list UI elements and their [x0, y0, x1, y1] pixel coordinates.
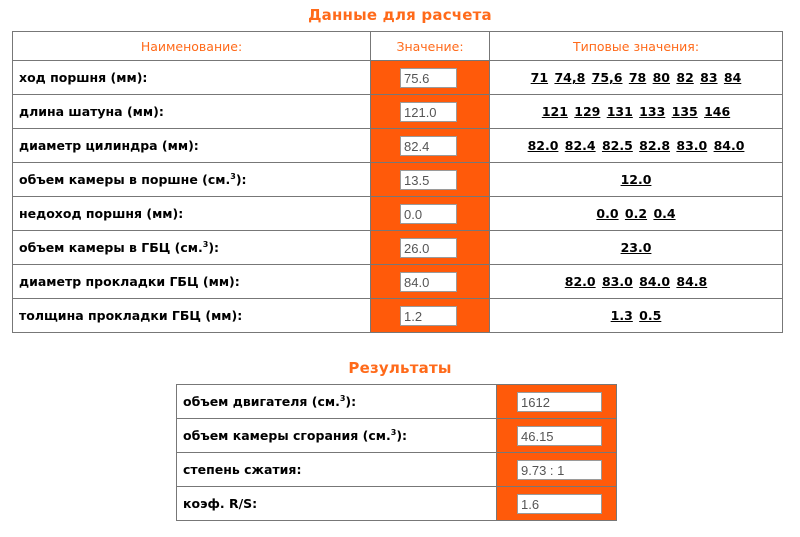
typical-values-cell [490, 231, 783, 265]
results-section-title: Результаты [348, 359, 452, 377]
typical-value-link[interactable]: 0.2 [624, 206, 648, 221]
result-value-cell [497, 487, 617, 521]
table-row [13, 129, 783, 163]
row-label-suffix: ): [235, 172, 247, 188]
typical-value-link[interactable]: 0.0 [596, 206, 619, 221]
typical-value-link[interactable]: 83.0 [676, 138, 708, 153]
typical-value-link[interactable]: 82.5 [601, 138, 633, 153]
header-name: Наименование: [13, 32, 371, 61]
typical-value-link[interactable]: 80 [652, 70, 671, 85]
result-row [177, 487, 617, 521]
row-label-cell [13, 95, 371, 129]
row-label: коэф. R/S: [183, 496, 258, 511]
row-label: объем двигателя (см. [183, 394, 340, 410]
typical-value-link[interactable]: 0.4 [653, 206, 676, 221]
row-label: длина шатуна (мм): [19, 104, 164, 119]
typical-value-link[interactable]: 129 [574, 104, 601, 119]
typical-value-link[interactable]: 75,6 [591, 70, 623, 85]
result-output: 1.6 [517, 494, 602, 514]
table-header-row [13, 32, 783, 61]
value-input[interactable]: 13.5 [400, 170, 457, 190]
typical-values-cell [490, 197, 783, 231]
result-row [177, 419, 617, 453]
typical-value-link[interactable]: 82 [676, 70, 694, 85]
result-value-cell [497, 385, 617, 419]
row-label: объем камеры сгорания (см. [183, 428, 391, 444]
row-label-cell [13, 197, 371, 231]
typical-value-link[interactable]: 82.0 [527, 138, 559, 153]
row-label: толщина прокладки ГБЦ (мм): [19, 308, 243, 323]
typical-values-cell [490, 61, 783, 95]
row-label-cell [13, 61, 371, 95]
row-label-cell [13, 129, 371, 163]
row-label: ход поршня (мм): [19, 70, 148, 85]
value-cell [371, 197, 490, 231]
row-label-cell [177, 453, 497, 487]
typical-values-cell [490, 265, 783, 299]
row-label-cell [177, 385, 497, 419]
label-superscript: 3 [390, 427, 397, 437]
result-output: 1612 [517, 392, 602, 412]
value-input[interactable]: 0.0 [400, 204, 457, 224]
header-value: Значение: [371, 32, 490, 61]
typical-values-cell [490, 163, 783, 197]
header-typical: Типовые значения: [490, 32, 783, 61]
value-cell [371, 299, 490, 333]
row-label-cell [13, 163, 371, 197]
row-label-cell [177, 419, 497, 453]
typical-value-link[interactable]: 83 [700, 70, 718, 85]
typical-value-link[interactable]: 82.8 [639, 138, 671, 153]
value-cell [371, 163, 490, 197]
result-output: 46.15 [517, 426, 602, 446]
typical-value-link[interactable]: 135 [671, 104, 698, 119]
typical-value-link[interactable]: 121 [541, 104, 568, 119]
row-label: объем камеры в поршне (см. [19, 172, 231, 188]
label-superscript: 3 [230, 171, 236, 181]
row-label-suffix: ): [396, 428, 408, 444]
typical-value-link[interactable]: 74,8 [554, 70, 586, 85]
row-label: степень сжатия: [183, 462, 302, 477]
typical-value-link[interactable]: 84.0 [713, 138, 745, 153]
typical-value-link[interactable]: 12.0 [620, 172, 652, 187]
result-value-cell [497, 419, 617, 453]
table-row [13, 299, 783, 333]
results-table [176, 384, 617, 521]
typical-value-link[interactable]: 84.0 [639, 274, 671, 289]
table-row [13, 231, 783, 265]
value-cell [371, 61, 490, 95]
value-input[interactable]: 26.0 [400, 238, 457, 258]
typical-values-cell [490, 129, 783, 163]
value-cell [371, 265, 490, 299]
result-row [177, 453, 617, 487]
value-cell [371, 129, 490, 163]
typical-value-link[interactable]: 71 [530, 70, 549, 85]
row-label: диаметр цилиндра (мм): [19, 138, 199, 153]
table-row [13, 163, 783, 197]
row-label-cell [13, 231, 371, 265]
value-input[interactable]: 75.6 [400, 68, 457, 88]
row-label: диаметр прокладки ГБЦ (мм): [19, 274, 240, 289]
typical-value-link[interactable]: 146 [704, 104, 731, 119]
table-row [13, 61, 783, 95]
row-label-cell [13, 265, 371, 299]
typical-value-link[interactable]: 133 [639, 104, 666, 119]
typical-values-cell [490, 299, 783, 333]
table-row [13, 95, 783, 129]
input-data-table [12, 31, 783, 333]
table-row [13, 265, 783, 299]
typical-value-link[interactable]: 84.8 [676, 274, 708, 289]
typical-value-link[interactable]: 1.3 [610, 308, 633, 323]
value-input[interactable]: 121.0 [400, 102, 457, 122]
typical-value-link[interactable]: 82.0 [564, 274, 596, 289]
result-value-cell [497, 453, 617, 487]
value-cell [371, 231, 490, 265]
row-label: недоход поршня (мм): [19, 206, 184, 221]
result-row [177, 385, 617, 419]
row-label-cell [13, 299, 371, 333]
typical-value-link[interactable]: 78 [628, 70, 647, 85]
input-section-title: Данные для расчета [308, 6, 492, 24]
label-superscript: 3 [339, 393, 346, 403]
value-cell [371, 95, 490, 129]
typical-value-link[interactable]: 83.0 [601, 274, 633, 289]
value-input[interactable]: 1.2 [400, 306, 457, 326]
value-input[interactable]: 82.4 [400, 136, 457, 156]
row-label-suffix: ): [345, 394, 357, 410]
typical-value-link[interactable]: 82.4 [564, 138, 596, 153]
result-output: 9.73 : 1 [517, 460, 602, 480]
typical-value-link[interactable]: 131 [606, 104, 633, 119]
label-superscript: 3 [202, 239, 209, 249]
typical-values-cell [490, 95, 783, 129]
typical-value-link[interactable]: 23.0 [620, 240, 652, 255]
table-row [13, 197, 783, 231]
row-label: объем камеры в ГБЦ (см. [19, 240, 203, 256]
typical-value-link[interactable]: 84 [723, 70, 742, 85]
row-label-suffix: ): [208, 240, 220, 256]
typical-value-link[interactable]: 0.5 [639, 308, 662, 323]
row-label-cell [177, 487, 497, 521]
value-input[interactable]: 84.0 [400, 272, 457, 292]
